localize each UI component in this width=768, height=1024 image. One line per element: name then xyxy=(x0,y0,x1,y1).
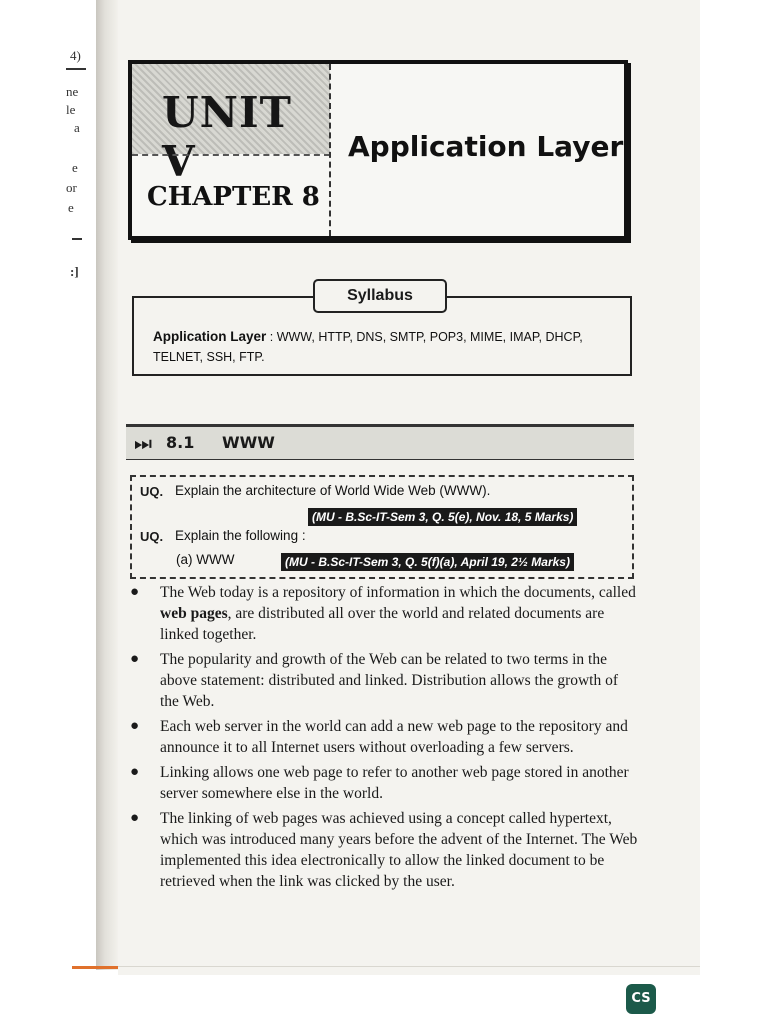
margin-fragment: e xyxy=(72,160,78,175)
bullet-icon: ● xyxy=(130,810,140,826)
camscanner-logo: CS xyxy=(626,984,656,1014)
list-item: ● The linking of web pages was achieved using a concept called hypertext, which was introduced many years before the advent of the Internet. The Web implemented this idea electronically to allow the linked document to be retrieved when the link was clicked by the user. xyxy=(130,810,638,890)
chapter-title: Application Layer xyxy=(348,130,624,163)
section-title: WWW xyxy=(222,433,275,452)
exam-reference-badge: (MU - B.Sc-IT-Sem 3, Q. 5(f)(a), April 19, 2½ Marks) xyxy=(281,553,574,571)
orange-edge-mark xyxy=(72,966,118,969)
margin-fragment: e xyxy=(68,200,74,215)
unit-label: UNIT V xyxy=(162,88,292,186)
margin-rule xyxy=(72,238,82,240)
margin-fragment: 4) xyxy=(70,48,81,63)
section-number: 8.1 xyxy=(166,433,195,452)
syllabus-topic-label: Application Layer xyxy=(153,329,267,344)
section-heading xyxy=(126,424,634,460)
margin-fragment: or xyxy=(66,180,77,195)
syllabus-tag: Syllabus xyxy=(313,279,447,313)
uq-label: UQ. xyxy=(140,484,164,499)
book-spine-shadow xyxy=(96,0,118,970)
list-item: ● Linking allows one web page to refer to another web page stored in another server somewhere else in the world. xyxy=(130,764,629,802)
bullet-icon: ● xyxy=(130,584,140,600)
margin-fragment: :] xyxy=(70,264,79,279)
syllabus-text xyxy=(153,327,623,367)
fast-forward-icon: ⏭ xyxy=(134,431,152,455)
chapter-label: CHAPTER 8 xyxy=(147,182,320,212)
uq-label: UQ. xyxy=(140,529,164,544)
syllabus-topics: : WWW, HTTP, DNS, SMTP, POP3, MIME, IMAP, DHCP, TELNET, SSH, FTP. xyxy=(153,330,583,364)
panel-divider xyxy=(132,154,330,156)
margin-fragment: le xyxy=(66,102,76,117)
unit-panel xyxy=(132,64,330,186)
margin-fragment: a xyxy=(74,120,80,135)
chapter-header-box xyxy=(128,60,628,240)
uq-question: Explain the following : xyxy=(175,528,306,543)
list-item: ● The popularity and growth of the Web can be related to two terms in the above statement: distributed and linked. Distribution allows the growth of the Web. xyxy=(130,651,619,710)
list-item: ● Each web server in the world can add a new web page to the repository and announce it to all Internet users without overloading a few servers. xyxy=(130,718,628,756)
exam-reference-badge: (MU - B.Sc-IT-Sem 3, Q. 5(e), Nov. 18, 5 Marks) xyxy=(308,508,577,526)
bullet-list xyxy=(128,582,638,896)
bullet-icon: ● xyxy=(130,764,140,780)
margin-rule xyxy=(66,68,86,70)
margin-fragment: ne xyxy=(66,84,79,99)
bullet-icon: ● xyxy=(130,718,140,734)
bold-term: web pages xyxy=(160,605,228,622)
panel-divider xyxy=(329,64,331,236)
bullet-icon: ● xyxy=(130,651,140,667)
uq-question: Explain the architecture of World Wide Web (WWW). xyxy=(175,483,491,498)
uq-subquestion: (a) WWW xyxy=(176,552,235,567)
page-bottom-edge xyxy=(118,966,700,967)
list-item: ● The Web today is a repository of information in which the documents, called web pages, are distributed all over the world and related documents are linked together. xyxy=(130,584,636,643)
